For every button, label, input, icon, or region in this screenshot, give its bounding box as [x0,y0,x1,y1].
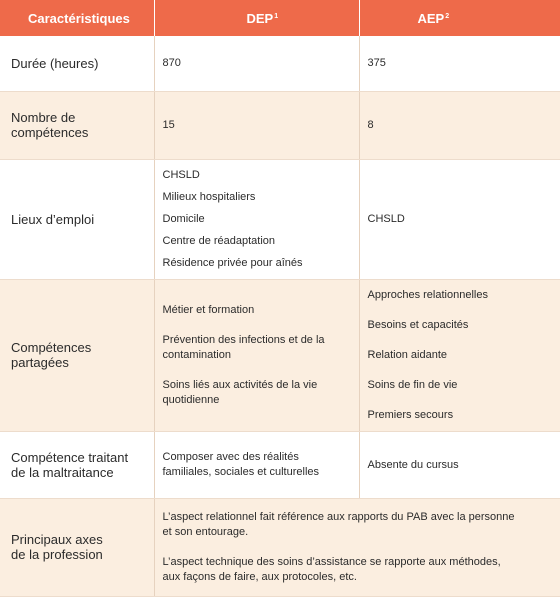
row-label-axes-l2: de la profession [11,547,103,562]
axes-line: et son entourage. [162,525,249,538]
table-row-maltraitance [0,431,560,498]
axes-line: L’aspect relationnel fait référence aux rapports du PAB avec la personne [162,510,515,523]
dep-competence-line: quotidienne [162,393,220,406]
dep-lieux-item: CHSLD [162,168,200,181]
row-label-nombre [0,91,154,159]
dep-competence [163,378,351,408]
dep-competence [163,333,351,363]
dep-competence [163,303,351,318]
header-dep [154,0,359,36]
header-caracteristiques: Caractéristiques [0,0,154,36]
dep-competence-line: Prévention des infections et de la [162,333,325,346]
dep-maltraitance-l2: familiales, sociales et culturelles [162,465,320,478]
table-row-duree [0,36,560,91]
row-label-maltraitance-l1: Compétence traitant [11,449,129,465]
dep-lieux-item: Centre de réadaptation [162,234,276,247]
aep-maltraitance: Absente du cursus [359,431,560,498]
table-row-nombre [0,91,560,159]
axes-description [154,498,560,596]
axes-paragraph-technique [163,555,553,585]
aep-competence: Relation aidante [367,348,448,361]
dep-partagees [154,279,359,431]
axes-line: L’aspect technique des soins d’assistance se rapporte aux méthodes, [162,555,501,568]
aep-competence: Soins de fin de vie [367,378,458,391]
aep-competence: Besoins et capacités [367,318,469,331]
row-label-partagees [0,279,154,431]
row-label-axes [0,498,154,596]
aep-duree: 375 [359,36,560,91]
dep-competence-line: Soins liés aux activités de la vie [162,378,318,391]
header-aep-label: AEP [417,10,445,26]
dep-lieux-item: Domicile [162,212,205,225]
row-label-axes-l1: Principaux axes [11,532,103,547]
row-label-partagees-l2: partagées [11,355,69,370]
header-dep-label: DEP [246,10,274,26]
row-label-maltraitance-l2: de la maltraitance [11,464,114,480]
aep-competence: Approches relationnelles [367,288,488,301]
dep-competence-line: contamination [162,348,231,361]
header-dep-footnote: 1 [274,12,279,20]
axes-line: aux façons de faire, aux protocoles, etc. [162,570,357,583]
row-label-nombre-l2: compétences [11,125,89,140]
aep-partagees [359,279,560,431]
dep-maltraitance-l1: Composer avec des réalités [162,450,299,463]
header-aep [359,0,560,36]
row-label-maltraitance [0,431,154,498]
aep-competence: Premiers secours [367,408,454,421]
dep-competence-line: Métier et formation [162,303,255,316]
row-label-lieux: Lieux d’emploi [0,159,154,279]
axes-paragraph-relationnel [163,510,553,540]
dep-duree: 870 [154,36,359,91]
row-label-partagees-l1: Compétences [11,340,92,355]
table-row-lieux [0,159,560,279]
dep-maltraitance [154,431,359,498]
aep-nombre: 8 [359,91,560,159]
aep-lieux: CHSLD [359,159,560,279]
dep-lieux-item: Milieux hospitaliers [162,190,256,203]
row-label-duree: Durée (heures) [0,36,154,91]
dep-nombre: 15 [154,91,359,159]
table-header-row [0,0,560,36]
dep-lieux-item: Résidence privée pour aînés [162,256,303,269]
table-row-axes [0,498,560,596]
table-row-partagees [0,279,560,431]
header-aep-footnote: 2 [445,12,450,20]
dep-lieux [154,159,359,279]
row-label-nombre-l1: Nombre de [11,110,76,125]
